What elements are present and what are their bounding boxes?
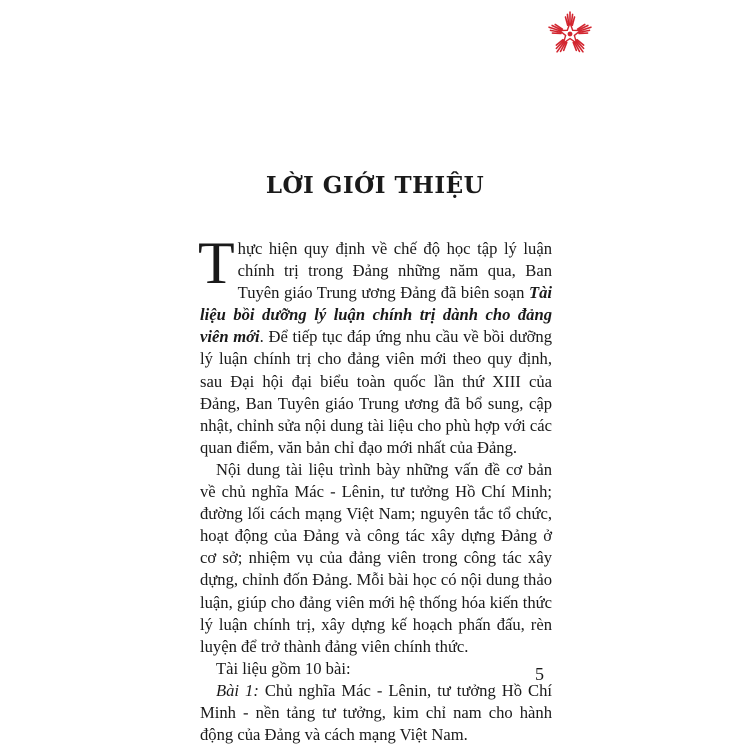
paragraph-3: Tài liệu gồm 10 bài: (216, 658, 351, 678)
party-star-emblem-icon (546, 10, 594, 58)
lesson-1 (200, 680, 552, 746)
introduction-body (198, 230, 552, 746)
lesson-1-label: Bài 1: (216, 680, 259, 700)
paragraph-1 (198, 230, 552, 459)
paragraph-2: Nội dung tài liệu trình bày những vấn đề cơ bản về chủ nghĩa Mác - Lênin, tư tưởng Hồ Chí Minh; đường lối cách mạng Việt Nam; nguyên tắc tổ chức, hoạt động của Đảng và công tác xây dựng Đảng ở cơ sở; nhiệm vụ của đảng viên trong công tác xây dựng, chỉnh đốn Đảng. Mỗi bài học có nội dung thảo luận, giúp cho đảng viên mới hệ thống hóa kiến thức lý luận chính trị, xây dựng kế hoạch phấn đấu, rèn luyện để trở thành đảng viên chính thức. (200, 459, 552, 656)
paragraph-1-text-b: . Để tiếp tục đáp ứng nhu cầu về bồi dưỡng lý luận chính trị cho đảng viên mới theo quy định, sau Đại hội đại biểu toàn quốc lần thứ XIII của Đảng, Ban Tuyên giáo Trung ương đã bổ sung, cập nhật, chỉnh sửa nội dung tài liệu cho phù hợp với các quan điểm, văn bản chỉ đạo mới nhất của Đảng. (200, 327, 552, 457)
page-number: 5 (535, 664, 544, 684)
paragraph-1-text-a: hực hiện quy định về chế độ học tập lý luận chính trị trong Đảng những năm qua, Ban Tuyên giáo Trung ương Đảng đã biên soạn (237, 239, 552, 303)
lesson-1-text: Chủ nghĩa Mác - Lênin, tư tưởng Hồ Chí Minh - nền tảng tư tưởng, kim chỉ nam cho hành động của Đảng và cách mạng Việt Nam. (200, 680, 552, 745)
page-title: LỜI GIỚI THIỆU (265, 172, 485, 199)
book-title: Tài liệu bồi dưỡng lý luận chính trị dành cho đảng viên mới (200, 283, 552, 347)
drop-cap: T (198, 230, 235, 296)
